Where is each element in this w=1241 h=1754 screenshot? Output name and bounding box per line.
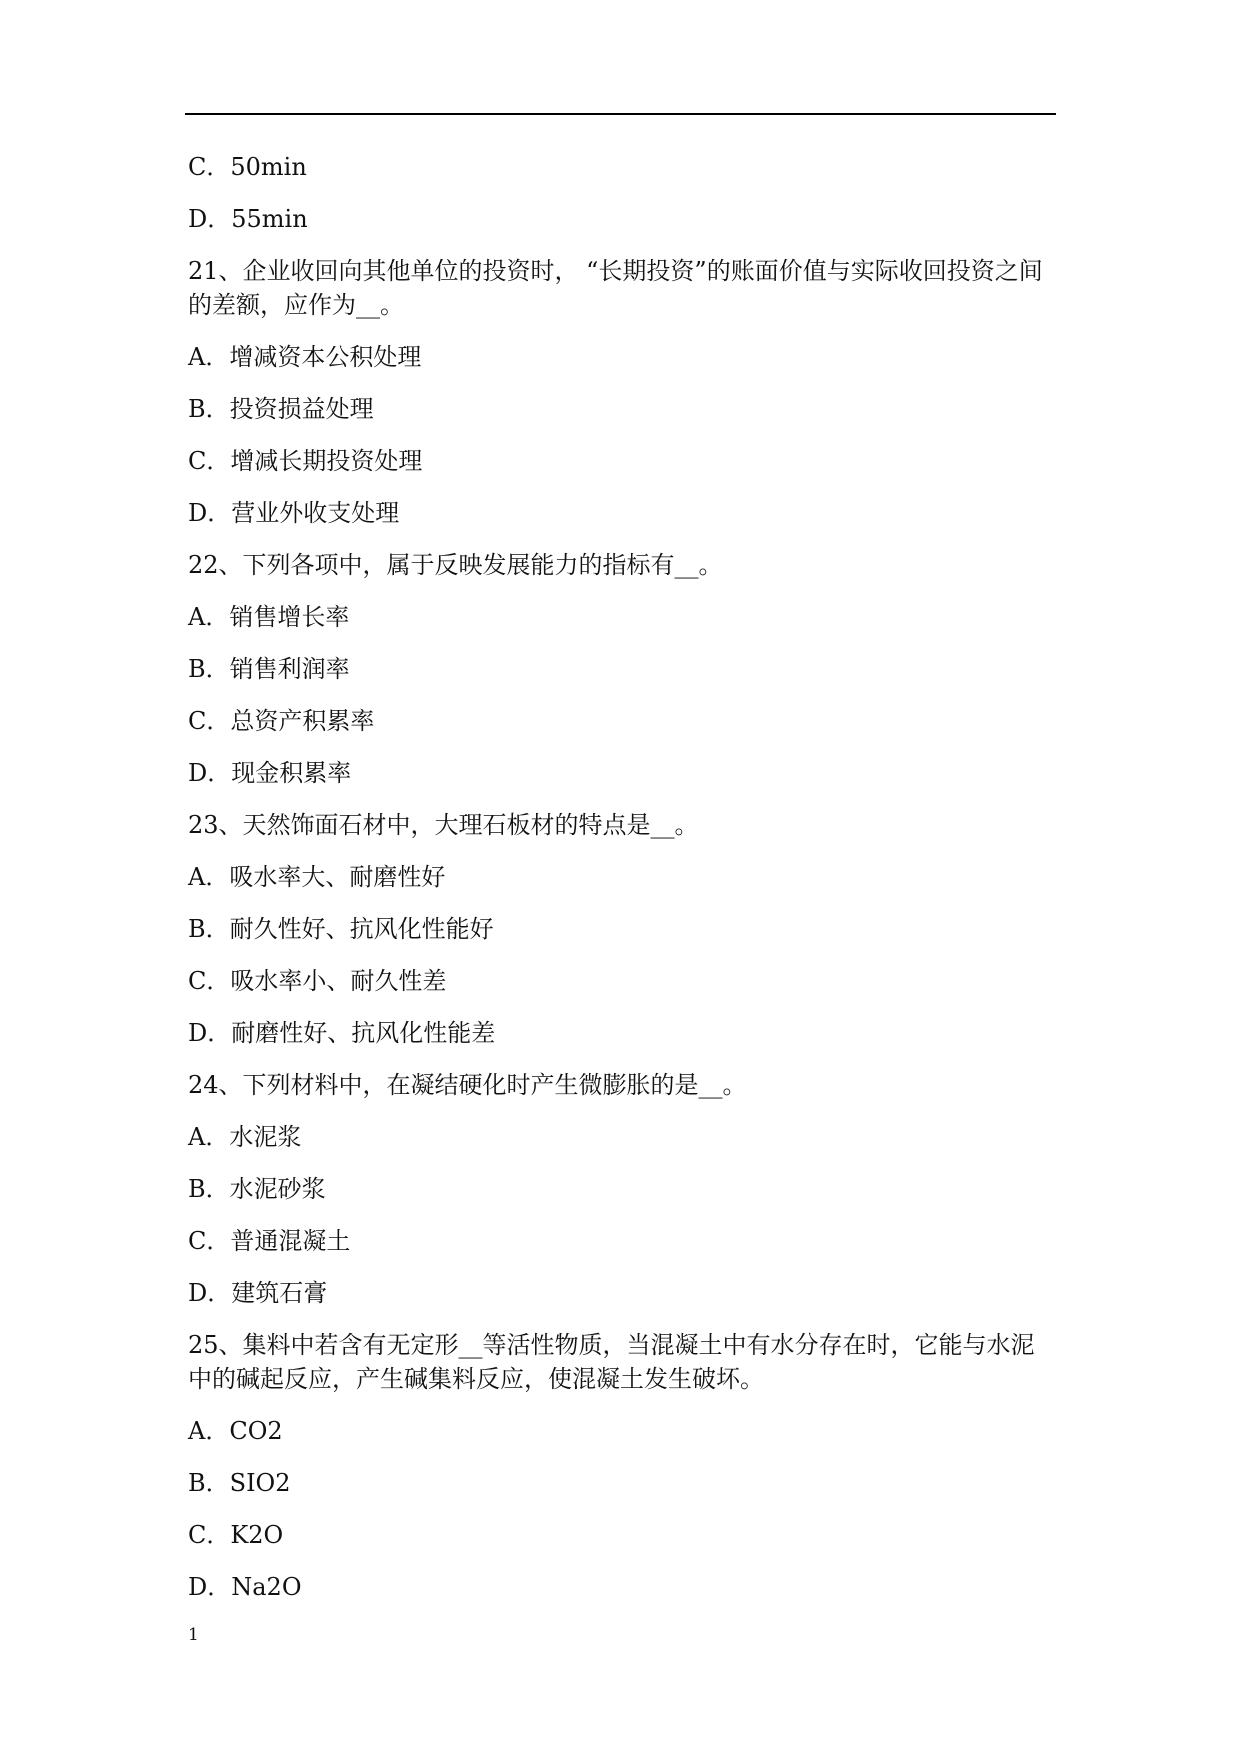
answer-option: A．CO2	[188, 1417, 283, 1445]
answer-option: D．建筑石膏	[188, 1279, 328, 1307]
answer-option: D．现金积累率	[188, 759, 352, 787]
answer-option: C．普通混凝土	[188, 1227, 351, 1255]
question-text: 23、天然饰面石材中，大理石板材的特点是__。	[188, 811, 699, 839]
question-text: 24、下列材料中，在凝结硬化时产生微膨胀的是__。	[188, 1071, 747, 1099]
answer-option: B．耐久性好、抗风化性能好	[188, 915, 494, 943]
answer-option: C．K2O	[188, 1521, 284, 1549]
answer-option: A．销售增长率	[188, 603, 350, 631]
question-text: 22、下列各项中，属于反映发展能力的指标有__。	[188, 551, 723, 579]
document-body	[188, 150, 1058, 1622]
answer-option: B．投资损益处理	[188, 395, 374, 423]
answer-option: D．55min	[188, 205, 308, 233]
page-number: 1	[188, 1625, 199, 1645]
answer-option: B．SIO2	[188, 1469, 291, 1497]
answer-option: A．增减资本公积处理	[188, 343, 422, 371]
answer-option: C．吸水率小、耐久性差	[188, 967, 447, 995]
answer-option: B．水泥砂浆	[188, 1175, 326, 1203]
answer-option: D．营业外收支处理	[188, 499, 400, 527]
answer-option: C．增减长期投资处理	[188, 447, 423, 475]
question-text: 21、企业收回向其他单位的投资时， “长期投资”的账面价值与实际收回投资之间的差额，应作为__。	[188, 257, 1043, 319]
answer-option: A．水泥浆	[188, 1123, 302, 1151]
header-rule	[185, 113, 1056, 115]
answer-option: A．吸水率大、耐磨性好	[188, 863, 446, 891]
question-text: 25、集料中若含有无定形__等活性物质，当混凝土中有水分存在时，它能与水泥中的碱起反应，产生碱集料反应，使混凝土发生破坏。	[188, 1331, 1035, 1393]
answer-option: C．总资产积累率	[188, 707, 375, 735]
answer-option: B．销售利润率	[188, 655, 350, 683]
answer-option: C．50min	[188, 153, 307, 181]
answer-option: D．耐磨性好、抗风化性能差	[188, 1019, 496, 1047]
answer-option: D．Na2O	[188, 1573, 302, 1601]
